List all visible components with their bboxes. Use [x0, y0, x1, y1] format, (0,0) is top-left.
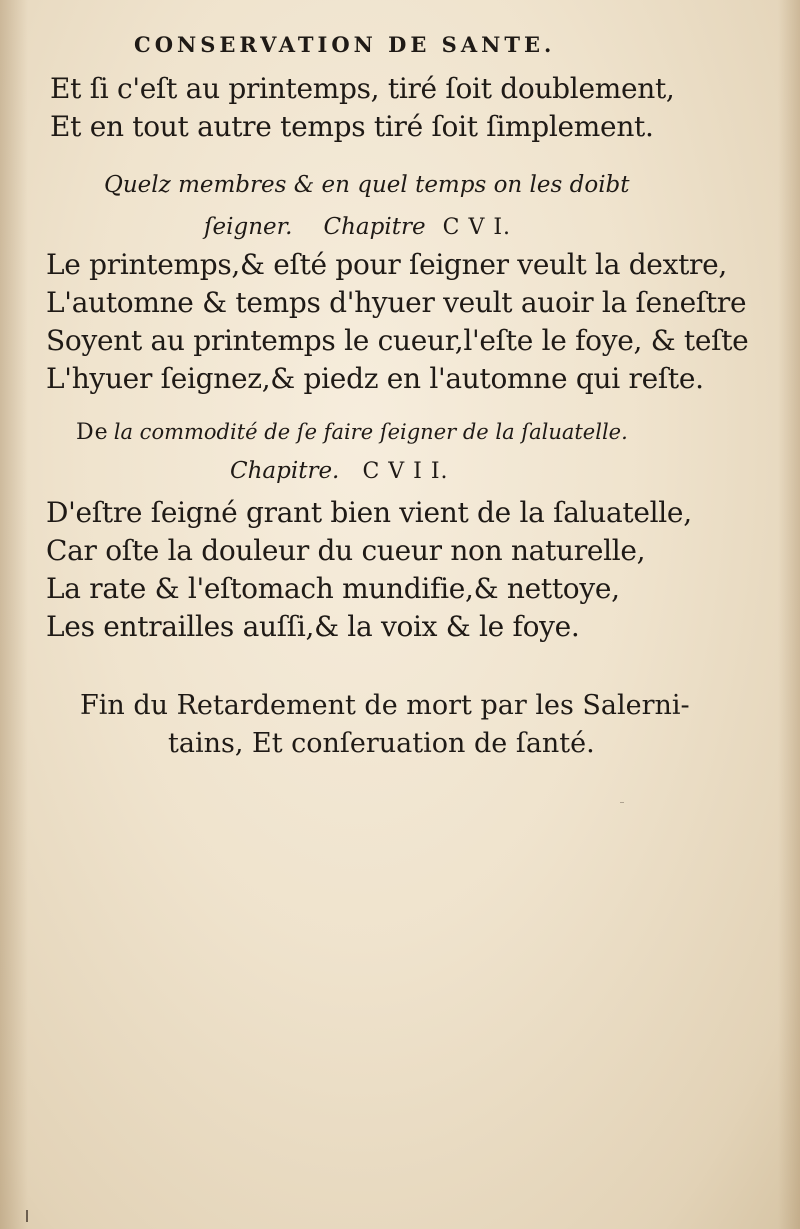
chapter-106-verse-1: Le printemps,& eſté pour ſeigner veult la dextre, [46, 248, 727, 281]
chapter-107-verse-1: D'eſtre ſeigné grant bien vient de la ſaluatelle, [46, 496, 692, 529]
chapter-107-prefix: De [76, 420, 109, 445]
chapter-107-title-line1 [76, 420, 628, 445]
chapter-107-label: Chapitre. [230, 458, 340, 484]
ink-speck [26, 1210, 28, 1222]
chapter-106-verse-3: Soyent au printemps le cueur,l'eſte le foye, & teſte [46, 324, 749, 357]
chapter-106-title-line1: Quelz membres & en quel temps on les doibt [104, 172, 630, 198]
chapter-106-label: Chapitre [323, 214, 426, 240]
chapter-106-title-italic: ſeigner. [204, 214, 293, 240]
running-head: CONSERVATION DE SANTE. [134, 32, 556, 57]
opening-verse-2: Et en tout autre temps tiré ſoit ſimplement. [50, 110, 654, 143]
opening-verse-1: Et ſi c'eſt au printemps, tiré ſoit doublement, [50, 72, 675, 105]
chapter-106-number: C V I. [442, 215, 512, 240]
chapter-107-verse-3: La rate & l'eſtomach mundifie,& nettoye, [46, 572, 620, 605]
chapter-107-title: la commodité de ſe faire ſeigner de la ſaluatelle. [113, 420, 628, 444]
chapter-107-number: C V I I. [362, 459, 449, 484]
chapter-106-title-line2 [204, 214, 511, 240]
colophon-line-1: Fin du Retardement de mort par les Salerni- [80, 690, 690, 721]
chapter-107-verse-4: Les entrailles auſſi,& la voix & le foye. [46, 610, 580, 643]
colophon-line-2: tains, Et conſeruation de ſanté. [168, 728, 595, 759]
chapter-107-verse-2: Car oſte la douleur du cueur non naturelle, [46, 534, 646, 567]
chapter-106-verse-4: L'hyuer ſeignez,& piedz en l'automne qui reſte. [46, 362, 704, 395]
ink-speck [620, 802, 624, 803]
chapter-107-title-line2 [230, 458, 449, 484]
chapter-106-verse-2: L'automne & temps d'hyuer veult auoir la ſeneſtre [46, 286, 747, 319]
